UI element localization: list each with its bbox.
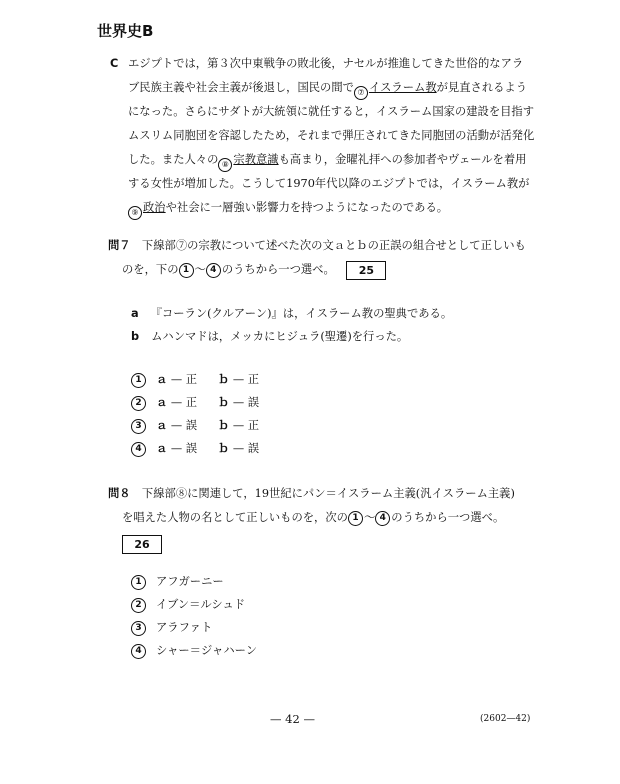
q7-option-4[interactable] (131, 439, 259, 459)
passage-line-2 (110, 76, 530, 100)
question-8-line-2 (108, 506, 515, 530)
question-text: を唱えた人物の名として正しいものを，次の (122, 511, 348, 524)
passage-text: や社会に一層強い影響力を持つようになったのである。 (165, 201, 449, 214)
option-number-icon: 3 (131, 419, 146, 434)
option-value-a: 正 (185, 396, 198, 409)
statement-a (131, 305, 452, 321)
option-text: アフガーニー (156, 575, 224, 588)
option-label: ａ (156, 373, 168, 386)
option-text: アラファト (156, 621, 213, 634)
underlined-term-8: 宗教意識 (233, 153, 279, 166)
underlined-term-9: 政治 (143, 201, 166, 214)
section-label: C (110, 57, 119, 70)
dash: — (232, 442, 245, 455)
option-label: ｂ (218, 373, 230, 386)
dash: — (232, 419, 245, 432)
statement-text: ムハンマドは，メッカにヒジュラ(聖遷)を行った。 (151, 330, 409, 343)
question-text: 下線部⑧に関連して，19世紀にパン＝イスラーム主義(汎イスラーム主義) (141, 487, 515, 500)
option-value-b: 誤 (247, 396, 260, 409)
question-label: 問７ (108, 239, 131, 252)
underline-number-7: ⑦ (354, 86, 368, 100)
dash: — (170, 373, 183, 386)
statement-label: b (131, 330, 140, 343)
passage-text: も高まり，金曜礼拝への参加者やヴェールを着用 (278, 153, 527, 166)
question-8-line-3 (108, 532, 515, 556)
passage-text: が見直されるよう (436, 81, 528, 94)
question-label: 問８ (108, 487, 131, 500)
passage-text: した。また人々の (128, 153, 219, 166)
option-value-a: 誤 (185, 442, 198, 455)
statement-label: a (131, 307, 139, 320)
option-number-icon: 2 (131, 396, 146, 411)
passage-line-5 (110, 148, 530, 172)
dash: — (232, 373, 245, 386)
option-label: ｂ (218, 442, 230, 455)
passage-line-1 (110, 52, 530, 76)
passage-text: エジプトでは，第３次中東戦争の敗北後，ナセルが推進してきた世俗的なアラ (128, 57, 524, 70)
question-7-line-2 (108, 258, 526, 282)
option-number-icon: 1 (131, 575, 146, 590)
option-label: ａ (156, 419, 168, 432)
choice-number-icon: 1 (179, 263, 194, 278)
option-label: ａ (156, 396, 168, 409)
option-label: ｂ (218, 396, 230, 409)
option-label: ｂ (218, 419, 230, 432)
page-number: — 42 — (270, 712, 315, 726)
dash: — (170, 396, 183, 409)
q7-option-1[interactable] (131, 370, 259, 390)
option-number-icon: 3 (131, 621, 146, 636)
option-value-b: 正 (247, 373, 260, 386)
statement-text: 『コーラン(クルアーン)』は，イスラーム教の聖典である。 (150, 307, 453, 320)
option-number-icon: 4 (131, 442, 146, 457)
document-code: (2602—42) (480, 714, 531, 724)
q7-option-2[interactable] (131, 393, 259, 413)
page-section-title: 世界史B (97, 22, 154, 40)
q7-option-3[interactable] (131, 416, 259, 436)
q8-option-2[interactable] (131, 595, 245, 615)
option-value-b: 正 (247, 419, 260, 432)
statement-b (131, 328, 408, 344)
option-text: シャー＝ジャハーン (156, 644, 257, 657)
tilde: 〜 (194, 263, 206, 276)
tilde: 〜 (363, 511, 376, 524)
passage-line-6: する女性が増加した。こうして1970年代以降のエジプトでは，イスラーム教が (128, 177, 530, 190)
option-value-a: 正 (185, 373, 198, 386)
option-text: イブン＝ルシュド (156, 598, 246, 611)
option-value-b: 誤 (247, 442, 260, 455)
question-8 (108, 482, 515, 556)
option-number-icon: 2 (131, 598, 146, 613)
dash: — (170, 442, 183, 455)
answer-box-26[interactable]: 26 (122, 535, 162, 554)
dash: — (170, 419, 183, 432)
question-text: のうちから一つ選べ。 (391, 511, 505, 524)
q8-option-4[interactable] (131, 641, 257, 661)
question-text: のうちから一つ選べ。 (221, 263, 335, 276)
option-number-icon: 4 (131, 644, 146, 659)
answer-box-25[interactable]: 25 (346, 261, 386, 280)
option-value-a: 誤 (185, 419, 198, 432)
choice-number-icon: 1 (348, 511, 363, 526)
underline-number-9: ⑨ (128, 206, 142, 220)
question-7 (108, 234, 526, 282)
question-8-line-1 (108, 482, 515, 506)
option-label: ａ (156, 442, 168, 455)
question-text: のを，下の (122, 263, 179, 276)
question-text: 下線部⑦の宗教について述べた次の文ａとｂの正誤の組合せとして正しいも (141, 239, 526, 252)
choice-number-icon: 4 (206, 263, 221, 278)
option-number-icon: 1 (131, 373, 146, 388)
question-7-line-1 (108, 234, 526, 258)
choice-number-icon: 4 (375, 511, 390, 526)
passage-line-3: になった。さらにサダトが大統領に就任すると，イスラーム国家の建設を目指す (128, 105, 535, 118)
passage-text: ブ民族主義や社会主義が後退し，国民の間で (128, 81, 354, 94)
underlined-term-7: イスラーム教 (368, 81, 437, 94)
q8-option-3[interactable] (131, 618, 212, 638)
dash: — (232, 396, 245, 409)
q8-option-1[interactable] (131, 572, 224, 592)
passage (110, 52, 535, 220)
underline-number-8: ⑧ (218, 158, 232, 172)
passage-line-7 (110, 196, 530, 220)
passage-line-4: ムスリム同胞団を容認したため，それまで弾圧されてきた同胞団の活動が活発化 (128, 129, 535, 142)
